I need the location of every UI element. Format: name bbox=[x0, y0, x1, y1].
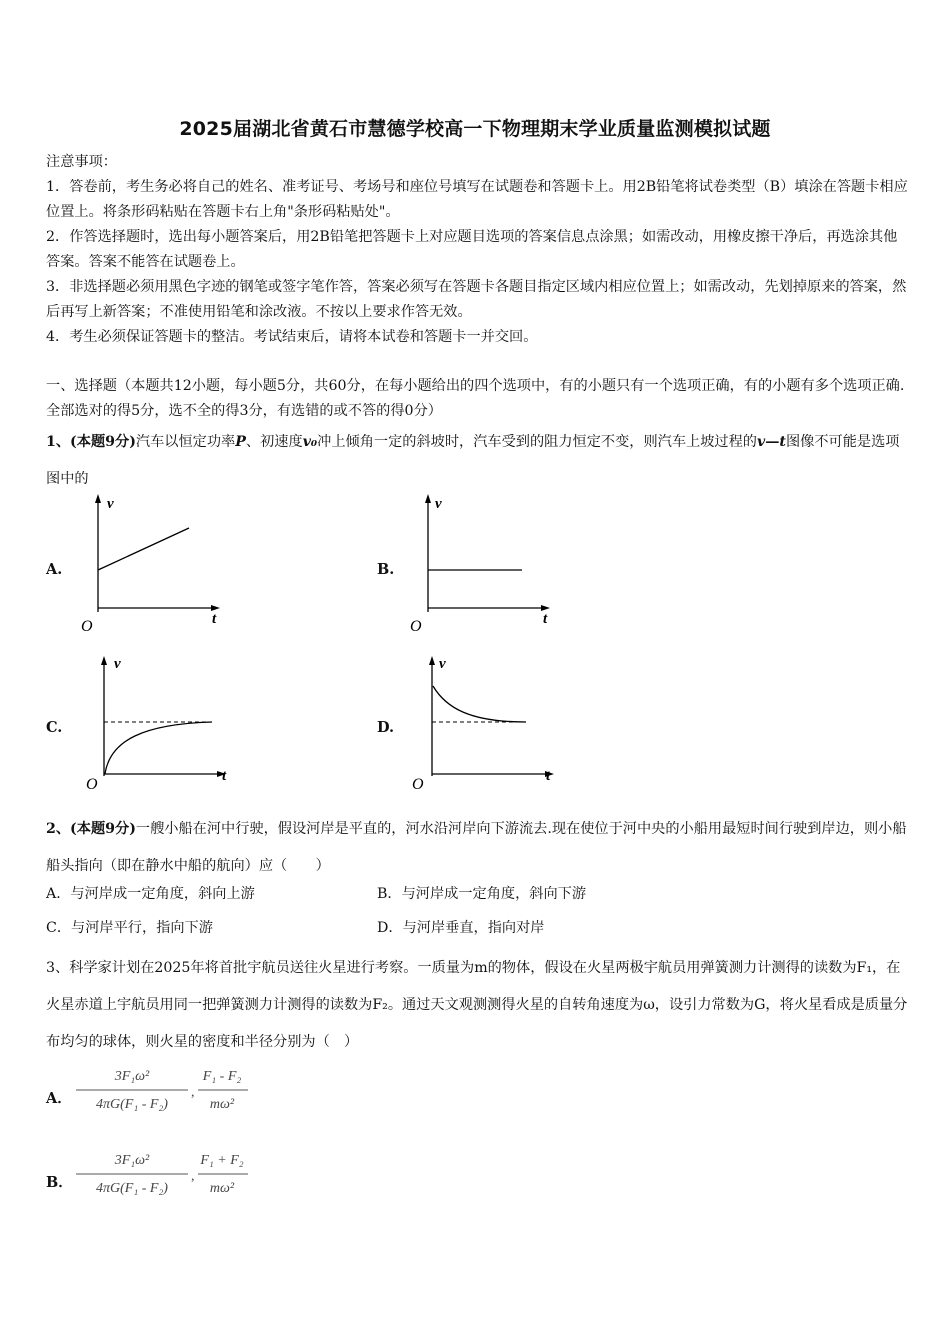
graph-d-t-label: t bbox=[546, 768, 551, 784]
notice-item-4: 4．考生必须保证答题卡的整洁。考试结束后，请将本试卷和答题卡一并交回。 bbox=[46, 329, 538, 345]
graph-d-curve bbox=[433, 686, 526, 722]
q2-prefix: 2、(本题9分) bbox=[46, 821, 136, 837]
q3-option-a-label: A． bbox=[46, 1090, 72, 1107]
q3-b-comma: , bbox=[191, 1169, 195, 1184]
notice-item-1: 1．答卷前，考生务必将自己的姓名、准考证号、考场号和座位号填写在试题卷和答题卡上。用2B铅笔将试卷类型（B）填涂在答题卡相应位置上。将条形码粘贴在答题卡右上角"条形码粘贴处"。 bbox=[46, 179, 908, 220]
q2-option-b: B．与河岸成一定角度，斜向下游 bbox=[377, 886, 587, 902]
q3-a-density-numerator: 3F₁ω² bbox=[114, 1069, 150, 1084]
q3-a-radius-numerator: F₁ - F₂ bbox=[202, 1069, 242, 1084]
q2-option-c: C．与河岸平行，指向下游 bbox=[46, 920, 213, 936]
graph-b-t-label: t bbox=[543, 611, 548, 627]
graph-c-curve bbox=[105, 722, 212, 774]
question-3: 3、科学家计划在2025年将首批宇航员送往火星进行考察。一质量为m的物体，假设在火星两极宇航员用弹簧测力计测得的读数为F₁，在火星赤道上宇航员用同一把弹簧测力计测得的读数为F₂。通过天文观测测得火星的自转角速度为ω，设引力常数为G，将火星看成是质量分布均匀的球体，则火星的密度和半径分别为（ ） bbox=[46, 960, 908, 1050]
graph-c bbox=[84, 652, 234, 794]
graph-c-t-label: t bbox=[222, 768, 227, 784]
q3-option-b-formula bbox=[72, 1142, 272, 1204]
q3-a-comma: , bbox=[191, 1085, 195, 1100]
q3-a-radius-denominator: mω² bbox=[209, 1097, 235, 1112]
graph-b-origin: O bbox=[410, 618, 422, 634]
graph-a-line bbox=[98, 528, 189, 570]
q3-b-density-numerator: 3F₁ω² bbox=[114, 1153, 150, 1168]
notice-item-2: 2．作答选择题时，选出每小题答案后，用2B铅笔把答题卡上对应题目选项的答案信息点涂黑；如需改动，用橡皮擦干净后，再选涂其他答案。答案不能答在试题卷上。 bbox=[46, 229, 898, 270]
q3-b-radius-numerator: F₁ + F₂ bbox=[200, 1153, 244, 1168]
graph-d-origin: O bbox=[412, 776, 424, 793]
notice-item-3: 3．非选择题必须用黑色字迹的钢笔或签字笔作答，答案必须写在答题卡各题目指定区域内相应位置上；如需改动，先划掉原来的答案，然后再写上新答案；不准使用铅笔和涂改液。不按以上要求作答无效。 bbox=[46, 279, 907, 320]
q1-option-a-label: A. bbox=[46, 561, 63, 578]
graph-b bbox=[408, 492, 558, 634]
graph-b-v-label: v bbox=[435, 496, 442, 512]
graph-a bbox=[78, 492, 228, 634]
q3-a-density-denominator: 4πG(F₁ - F₂) bbox=[96, 1097, 168, 1112]
q3-b-density-denominator: 4πG(F₁ - F₂) bbox=[96, 1181, 168, 1196]
question-1: 1、(本题9分)汽车以恒定功率P、初速度v₀冲上倾角一定的斜坡时，汽车受到的阻力恒定不变，则汽车上坡过程的v—t图像不可能是选项图中的 bbox=[46, 434, 900, 487]
graph-a-origin: O bbox=[81, 618, 93, 634]
q1-option-c-label: C. bbox=[46, 719, 63, 736]
q1-option-b-label: B. bbox=[377, 561, 395, 578]
graph-c-origin: O bbox=[86, 776, 98, 793]
page-title: 2025届湖北省黄石市慧德学校高一下物理期末学业质量监测模拟试题 bbox=[179, 118, 771, 140]
section-heading: 一、选择题（本题共12小题，每小题5分，共60分，在每小题给出的四个选项中，有的小题只有一个选项正确，有的小题有多个选项正确.全部选对的得5分，选不全的得3分，有选错的或不答的得0分） bbox=[46, 378, 905, 419]
q2-option-d: D．与河岸垂直，指向对岸 bbox=[377, 920, 545, 936]
q1-prefix: 1、(本题9分) bbox=[46, 434, 136, 450]
graph-d bbox=[412, 652, 562, 794]
q1-option-d-label: D. bbox=[377, 719, 395, 736]
graph-c-v-label: v bbox=[114, 656, 121, 672]
q3-b-radius-denominator: mω² bbox=[209, 1181, 235, 1196]
question-2: 2、(本题9分)一艘小船在河中行驶，假设河岸是平直的，河水沿河岸向下游流去.现在使位于河中央的小船用最短时间行驶到岸边，则小船船头指向（即在静水中船的航向）应（ ） bbox=[46, 821, 907, 874]
graph-d-v-label: v bbox=[439, 656, 446, 672]
q3-option-b-label: B． bbox=[46, 1174, 73, 1191]
q3-option-a-formula bbox=[72, 1058, 272, 1120]
notice-heading: 注意事项： bbox=[46, 154, 117, 170]
q2-option-a: A．与河岸成一定角度，斜向上游 bbox=[46, 886, 255, 902]
graph-a-t-label: t bbox=[212, 611, 217, 627]
graph-a-v-label: v bbox=[107, 496, 114, 512]
